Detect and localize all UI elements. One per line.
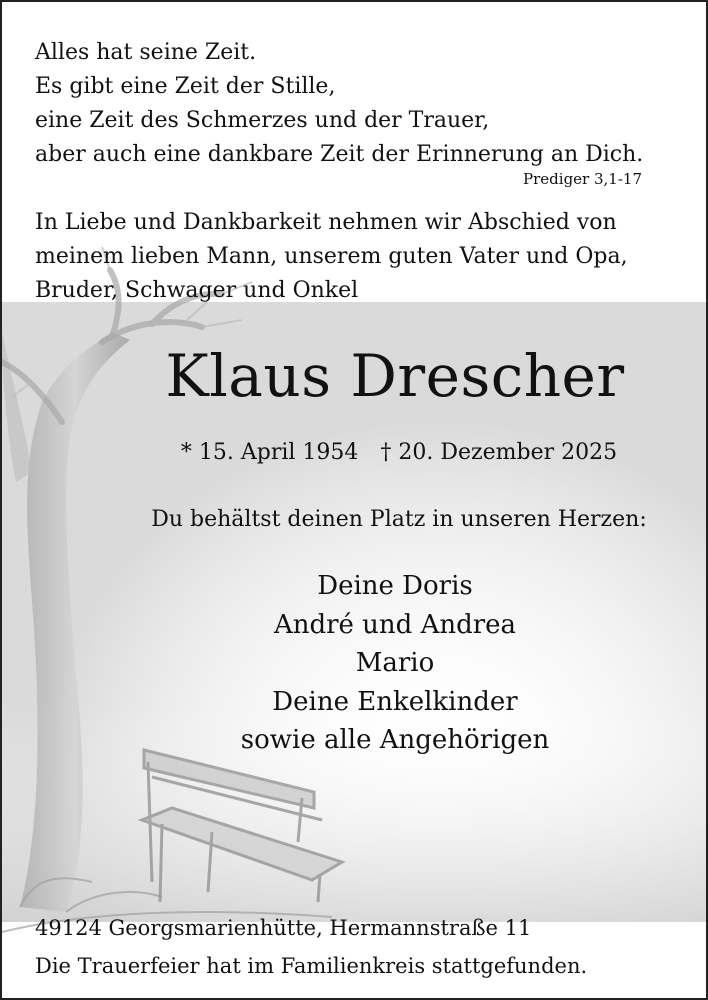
family-member: Deine Doris	[317, 571, 473, 601]
death-date: † 20. Dezember 2025	[380, 440, 618, 465]
intro-text	[35, 206, 628, 308]
poem	[35, 36, 643, 172]
family-list	[2, 567, 706, 760]
poem-line: Alles hat seine Zeit.	[35, 40, 257, 65]
family-member: sowie alle Angehörigen	[240, 725, 550, 755]
poem-line: aber auch eine dankbare Zeit der Erinnerung an Dich.	[35, 142, 644, 167]
intro-line: Bruder, Schwager und Onkel	[35, 278, 359, 303]
address: 49124 Georgsmarienhütte, Hermannstraße 11	[35, 916, 532, 940]
life-dates	[2, 440, 706, 465]
birth-date: * 15. April 1954	[180, 440, 359, 465]
funeral-note: Die Trauerfeier hat im Familienkreis stattgefunden.	[35, 954, 588, 978]
intro-line: In Liebe und Dankbarkeit nehmen wir Abschied von	[35, 210, 617, 235]
deceased-name: Klaus Drescher	[165, 342, 625, 410]
poem-line: Es gibt eine Zeit der Stille,	[35, 74, 336, 99]
intro-line: meinem lieben Mann, unserem guten Vater und Opa,	[35, 244, 628, 269]
poem-source: Prediger 3,1-17	[523, 170, 642, 188]
poem-line: eine Zeit des Schmerzes und der Trauer,	[35, 108, 490, 133]
notice-content	[2, 2, 706, 998]
family-member: Mario	[355, 648, 435, 678]
family-member: Deine Enkelkinder	[272, 686, 518, 717]
heart-line: Du behältst deinen Platz in unseren Herzen:	[151, 507, 647, 532]
family-member: André und Andrea	[273, 609, 517, 640]
